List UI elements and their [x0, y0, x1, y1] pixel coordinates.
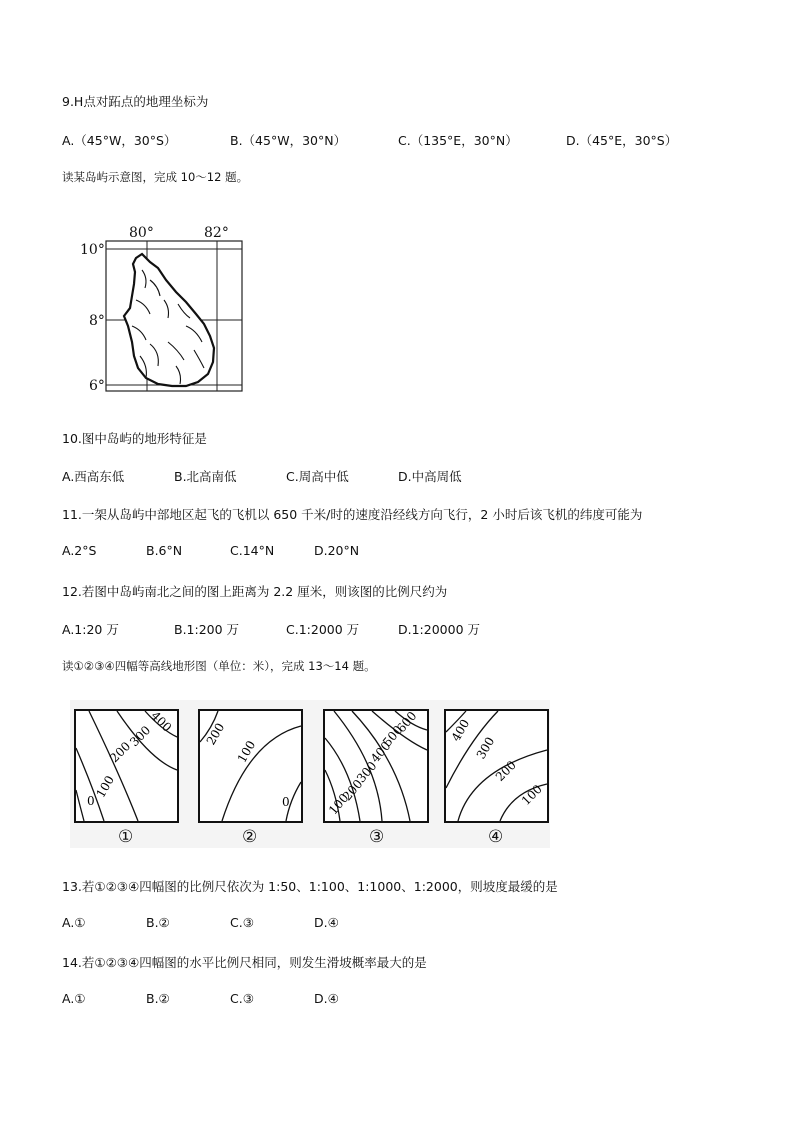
q13-option-a: A.① [62, 915, 86, 930]
intro-13-14: 读①②③④四幅等高线地形图（单位：米），完成 13～14 题。 [62, 659, 376, 673]
q14-option-c: C.③ [230, 991, 254, 1006]
contour-3-label-300: 300 [353, 758, 380, 786]
q14-option-b: B.② [146, 991, 170, 1006]
q14-option-a: A.① [62, 991, 86, 1006]
q10-option-d: D.中高周低 [398, 469, 462, 484]
q13-stem: 13.若①②③④四幅图的比例尺依次为 1:50、1:100、1:1000、1:2000，则坡度最缓的是 [62, 879, 558, 894]
contour-maps [70, 700, 550, 848]
contour-1-label-100: 100 [93, 773, 118, 801]
q12-option-c: C.1:2000 万 [286, 622, 360, 637]
q12-option-a: A.1:20 万 [62, 622, 119, 637]
contour-map-1-label: ① [118, 827, 134, 847]
q13-option-c: C.③ [230, 915, 254, 930]
contour-map-2 [199, 710, 302, 822]
contour-3-label-400: 400 [367, 738, 394, 766]
contour-1-label-0: 0 [87, 794, 95, 808]
island-outline [124, 254, 214, 386]
q12-option-d: D.1:20000 万 [398, 622, 481, 637]
contour-2-label-100: 100 [234, 738, 259, 766]
q13-option-d: D.④ [314, 915, 339, 930]
contour-1-label-300: 300 [127, 723, 154, 750]
contour-3-label-500: 500 [379, 722, 406, 750]
contour-2-label-200: 200 [203, 720, 228, 748]
q11-option-d: D.20°N [314, 543, 360, 558]
q9-option-a: A.（45°W，30°S） [62, 133, 177, 148]
contour-map-3-label: ③ [369, 827, 385, 847]
contour-1-label-400: 400 [148, 708, 175, 735]
contour-1-label-200: 200 [107, 739, 134, 766]
q14-stem: 14.若①②③④四幅图的水平比例尺相同，则发生滑坡概率最大的是 [62, 955, 427, 970]
q11-stem: 11.一架从岛屿中部地区起飞的飞机以 650 千米/时的速度沿经线方向飞行，2 小时后该飞机的纬度可能为 [62, 507, 643, 522]
q9-option-d: D.（45°E，30°S） [566, 133, 678, 148]
contour-4-label-100: 100 [518, 781, 545, 809]
lon-label-82: 82° [204, 225, 229, 241]
contour-map-4-label: ④ [488, 827, 504, 847]
q11-option-c: C.14°N [230, 543, 275, 558]
island-map [70, 215, 250, 405]
lat-label-6: 6° [89, 378, 105, 394]
q10-option-c: C.周高中低 [286, 469, 349, 484]
q12-stem: 12.若图中岛屿南北之间的图上距离为 2.2 厘米，则该图的比例尺约为 [62, 584, 448, 599]
q10-stem: 10.图中岛屿的地形特征是 [62, 431, 207, 446]
contour-3-label-600: 600 [393, 708, 420, 736]
contour-map-4 [445, 710, 548, 822]
q10-option-b: B.北高南低 [174, 469, 237, 484]
contour-3-label-100: 100 [325, 790, 352, 818]
q13-option-b: B.② [146, 915, 170, 930]
contour-3-label-200: 200 [339, 776, 366, 804]
contour-4-label-400: 400 [448, 716, 473, 744]
contour-map-1 [75, 709, 178, 822]
q12-option-b: B.1:200 万 [174, 622, 240, 637]
contour-4-label-200: 200 [492, 757, 519, 785]
q9-option-b: B.（45°W，30°N） [230, 133, 347, 148]
q11-option-a: A.2°S [62, 543, 97, 558]
contour-map-3 [324, 709, 428, 822]
q14-option-d: D.④ [314, 991, 339, 1006]
contour-2-label-0: 0 [282, 795, 290, 809]
contour-4-label-300: 300 [473, 734, 498, 762]
lat-label-8: 8° [89, 313, 105, 329]
lon-label-80: 80° [129, 225, 154, 241]
q9-option-c: C.（135°E，30°N） [398, 133, 518, 148]
contour-map-2-label: ② [242, 827, 258, 847]
q10-option-a: A.西高东低 [62, 469, 125, 484]
q11-option-b: B.6°N [146, 543, 183, 558]
intro-10-12: 读某岛屿示意图，完成 10～12 题。 [62, 170, 249, 184]
lat-label-10: 10° [80, 242, 105, 258]
q9-stem: 9.H点对跖点的地理坐标为 [62, 94, 209, 109]
